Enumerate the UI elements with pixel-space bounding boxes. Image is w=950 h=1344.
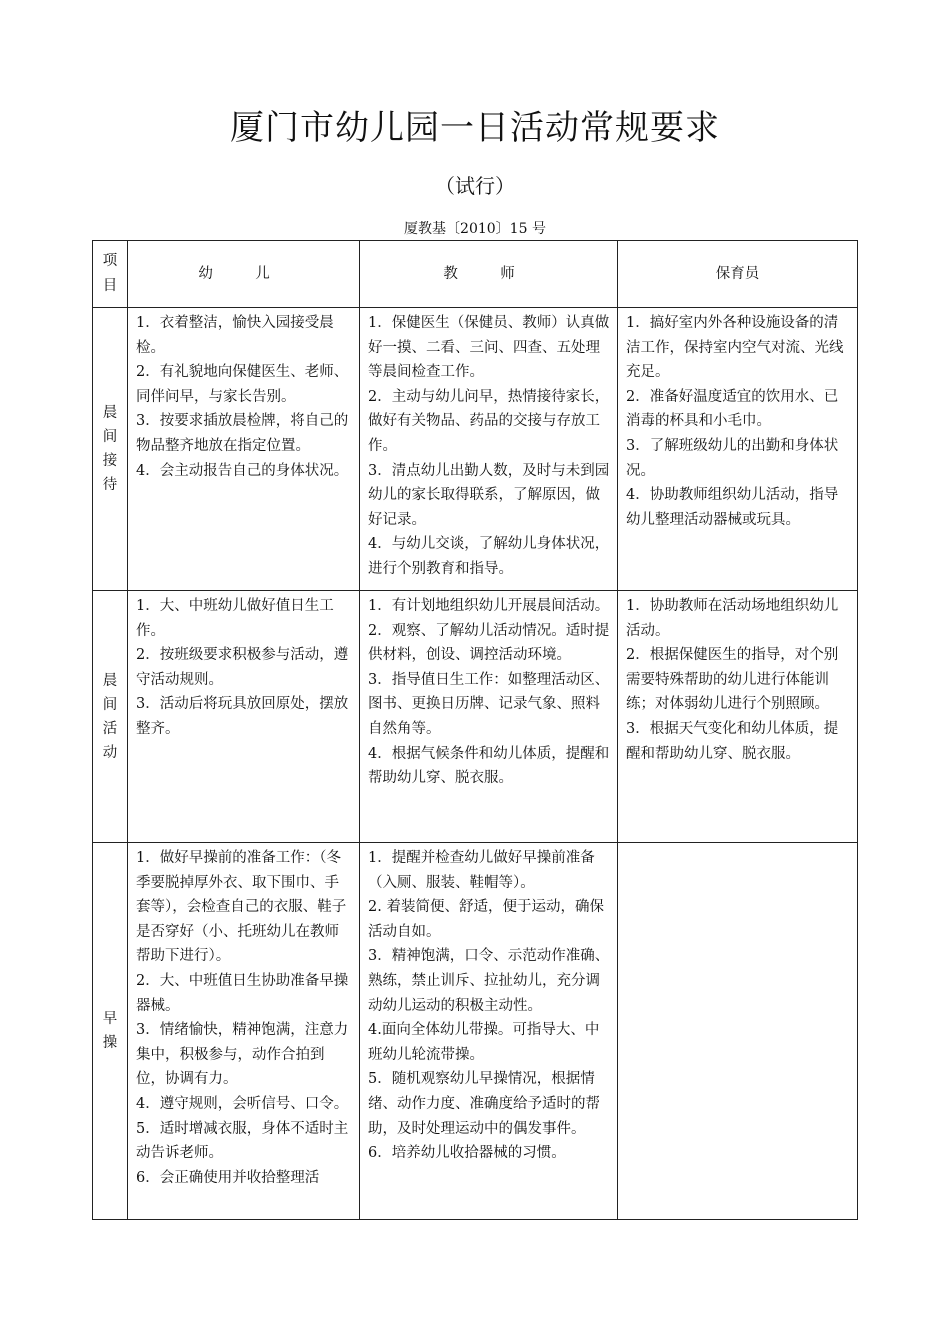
teacher-cell	[360, 308, 618, 591]
list-item: 3．指导值日生工作：如整理活动区、图书、更换日历牌、记录气象、照料自然角等。	[368, 671, 610, 737]
category-cell: 晨间活动	[93, 591, 128, 843]
list-item: 3．活动后将玩具放回原处，摆放整齐。	[136, 696, 349, 737]
list-item: 3．情绪愉快，精神饱满，注意力集中，积极参与，动作合拍到位，协调有力。	[136, 1022, 349, 1088]
caregiver-cell	[618, 843, 858, 1220]
list-item: 2．观察、了解幼儿活动情况。适时提供材料，创设、调控活动环境。	[368, 622, 610, 664]
table-header-row	[93, 241, 858, 308]
list-item: 1．大、中班幼儿做好值日生工作。	[136, 598, 334, 639]
caregiver-cell	[618, 308, 858, 591]
table-row	[93, 591, 858, 843]
list-item: 2．有礼貌地向保健医生、老师、同伴问早，与家长告别。	[136, 364, 349, 405]
list-item: 2．大、中班值日生协助准备早操器械。	[136, 972, 349, 1014]
list-item: 2．根据保健医生的指导，对个别需要特殊帮助的幼儿进行体能训练；对体弱幼儿进行个别照顾。	[626, 647, 839, 713]
child-cell	[128, 843, 360, 1220]
list-item: 5．适时增减衣服，身体不适时主动告诉老师。	[136, 1120, 349, 1162]
list-item: 6．培养幼儿收拾器械的习惯。	[368, 1145, 566, 1162]
list-item: 1．保健医生（保健员、教师）认真做好一摸、二看、三问、四查、五处理等晨间检查工作。	[368, 315, 610, 381]
list-item: 1．有计划地组织幼儿开展晨间活动。	[368, 598, 610, 614]
list-item: 1．提醒并检查幼儿做好早操前准备（入厕、服装、鞋帽等）。	[368, 850, 595, 891]
header-caregiver: 保育员	[618, 241, 858, 308]
list-item: 2．主动与幼儿问早，热情接待家长，做好有关物品、药品的交接与存放工作。	[368, 388, 610, 454]
caregiver-cell	[618, 591, 858, 843]
list-item: 6．会正确使用并收拾整理活	[136, 1169, 320, 1186]
list-item: 4．遵守规则，会听信号、口令。	[136, 1095, 349, 1112]
list-item: 3．根据天气变化和幼儿体质，提醒和帮助幼儿穿、脱衣服。	[626, 720, 839, 762]
document-number: 厦教基〔2010〕15 号	[404, 221, 546, 237]
list-item: 4．与幼儿交谈，了解幼儿身体状况，进行个别教育和指导。	[368, 536, 610, 577]
list-item: 1．衣着整洁，愉快入园接受晨检。	[136, 315, 334, 356]
list-item: 5．随机观察幼儿早操情况，根据情绪、动作力度、准确度给予适时的帮助，及时处理运动中的偶发事件。	[368, 1071, 600, 1137]
header-child: 幼 儿	[128, 241, 360, 308]
list-item: 4．根据气候条件和幼儿体质，提醒和帮助幼儿穿、脱衣服。	[368, 745, 610, 787]
list-item: 2．准备好温度适宜的饮用水、已消毒的杯具和小毛巾。	[626, 388, 839, 430]
document-title: 厦门市幼儿园一日活动常规要求	[230, 108, 720, 148]
table-row	[93, 308, 858, 591]
list-item: 3．按要求插放晨检牌，将自己的物品整齐地放在指定位置。	[136, 413, 349, 454]
category-cell: 早操	[93, 843, 128, 1220]
routine-requirements-table	[92, 240, 858, 1220]
category-cell: 晨间接待	[93, 308, 128, 591]
list-item: 1．搞好室内外各种设施设备的清洁工作，保持室内空气对流、光线充足。	[626, 315, 844, 381]
header-category: 项目	[93, 241, 128, 308]
header-teacher: 教 师	[360, 241, 618, 308]
list-item: 4．协助教师组织幼儿活动，指导幼儿整理活动器械或玩具。	[626, 487, 839, 528]
document-subtitle: （试行）	[435, 174, 515, 198]
list-item: 2．按班级要求积极参与活动，遵守活动规则。	[136, 647, 349, 688]
teacher-cell	[360, 591, 618, 843]
list-item: 1．协助教师在活动场地组织幼儿活动。	[626, 598, 839, 639]
teacher-cell	[360, 843, 618, 1220]
list-item: 1．做好早操前的准备工作：（冬季要脱掉厚外衣、取下围巾、手套等），会检查自己的衣服、鞋子是否穿好（小、托班幼儿在教师帮助下进行）。	[136, 850, 347, 965]
list-item: 3．精神饱满，口令、示范动作准确、熟练，禁止训斥、拉扯幼儿，充分调动幼儿运动的积极主动性。	[368, 948, 610, 1014]
child-cell	[128, 308, 360, 591]
list-item: 3．了解班级幼儿的出勤和身体状况。	[626, 437, 839, 479]
list-item: 4.面向全体幼儿带操。可指导大、中班幼儿轮流带操。	[368, 1022, 600, 1063]
list-item: 2. 着装简便、舒适，便于运动，确保活动自如。	[368, 899, 604, 940]
table-row	[93, 843, 858, 1220]
list-item: 3．清点幼儿出勤人数，及时与未到园幼儿的家长取得联系，了解原因，做好记录。	[368, 462, 610, 528]
list-item: 4．会主动报告自己的身体状况。	[136, 462, 349, 479]
child-cell	[128, 591, 360, 843]
